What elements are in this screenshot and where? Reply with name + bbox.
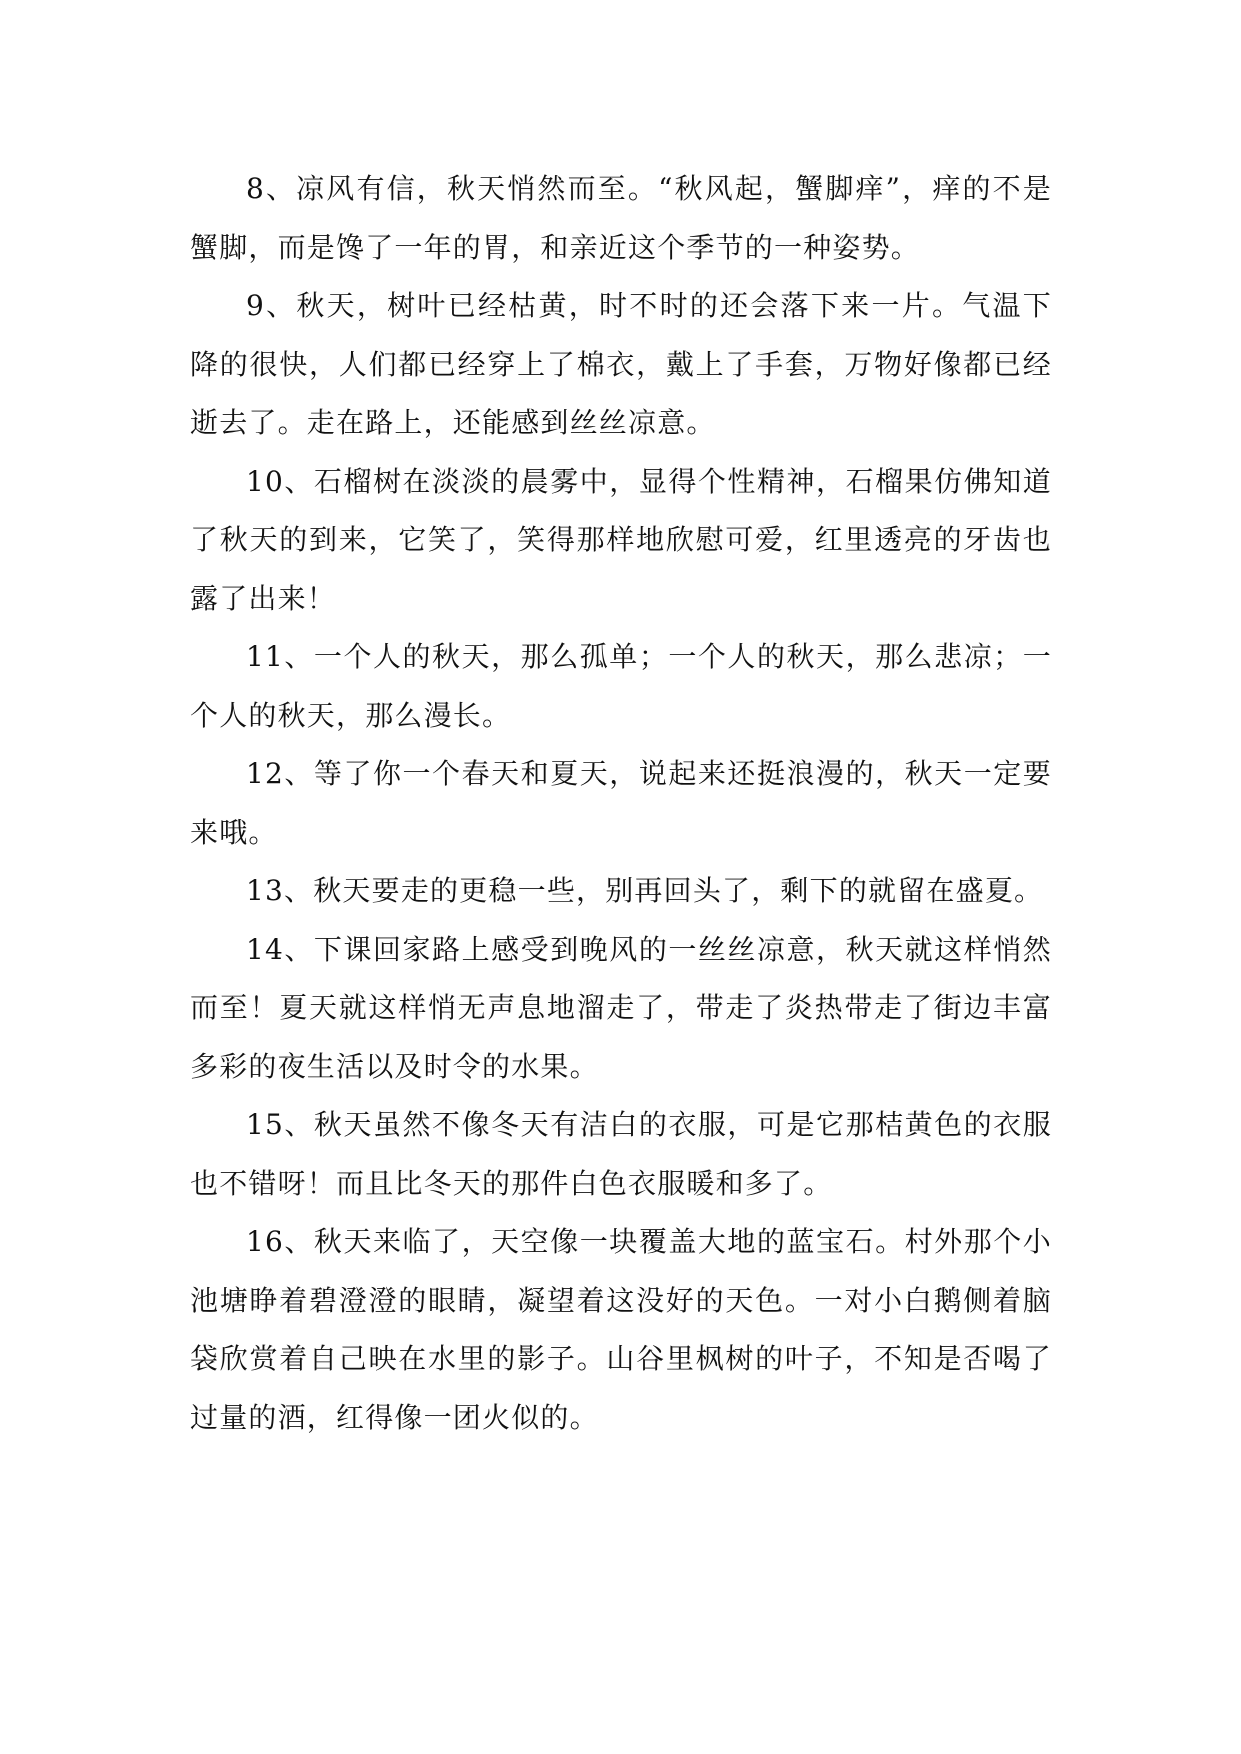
paragraph-10: 10、石榴树在淡淡的晨雾中，显得个性精神，石榴果仿佛知道了秋天的到来，它笑了，笑得那样地欣慰可爱，红里透亮的牙齿也露了出来！ bbox=[190, 464, 1052, 615]
paragraph-15: 15、秋天虽然不像冬天有洁白的衣服，可是它那桔黄色的衣服也不错呀！而且比冬天的那件白色衣服暖和多了。 bbox=[190, 1108, 1052, 1200]
paragraph-11: 11、一个人的秋天，那么孤单；一个人的秋天，那么悲凉；一个人的秋天，那么漫长。 bbox=[190, 640, 1052, 732]
paragraph-13: 13、秋天要走的更稳一些，别再回头了，剩下的就留在盛夏。 bbox=[246, 874, 1044, 907]
paragraph-8: 8、凉风有信，秋天悄然而至。“秋风起，蟹脚痒”，痒的不是蟹脚，而是馋了一年的胃，和亲近这个季节的一种姿势。 bbox=[190, 172, 1052, 264]
document-body bbox=[190, 160, 1052, 1447]
paragraph-12: 12、等了你一个春天和夏天，说起来还挺浪漫的，秋天一定要来哦。 bbox=[190, 757, 1052, 849]
paragraph-14: 14、下课回家路上感受到晚风的一丝丝凉意，秋天就这样悄然而至！夏天就这样悄无声息地溜走了，带走了炎热带走了街边丰富多彩的夜生活以及时令的水果。 bbox=[190, 932, 1052, 1083]
paragraph-16: 16、秋天来临了，天空像一块覆盖大地的蓝宝石。村外那个小池塘睁着碧澄澄的眼睛，凝望着这没好的天色。一对小白鹅侧着脑袋欣赏着自己映在水里的影子。山谷里枫树的叶子，不知是否喝了过量的酒，红得像一团火似的。 bbox=[190, 1225, 1052, 1434]
paragraph-9: 9、秋天，树叶已经枯黄，时不时的还会落下来一片。气温下降的很快，人们都已经穿上了棉衣，戴上了手套，万物好像都已经逝去了。走在路上，还能感到丝丝凉意。 bbox=[190, 289, 1052, 439]
